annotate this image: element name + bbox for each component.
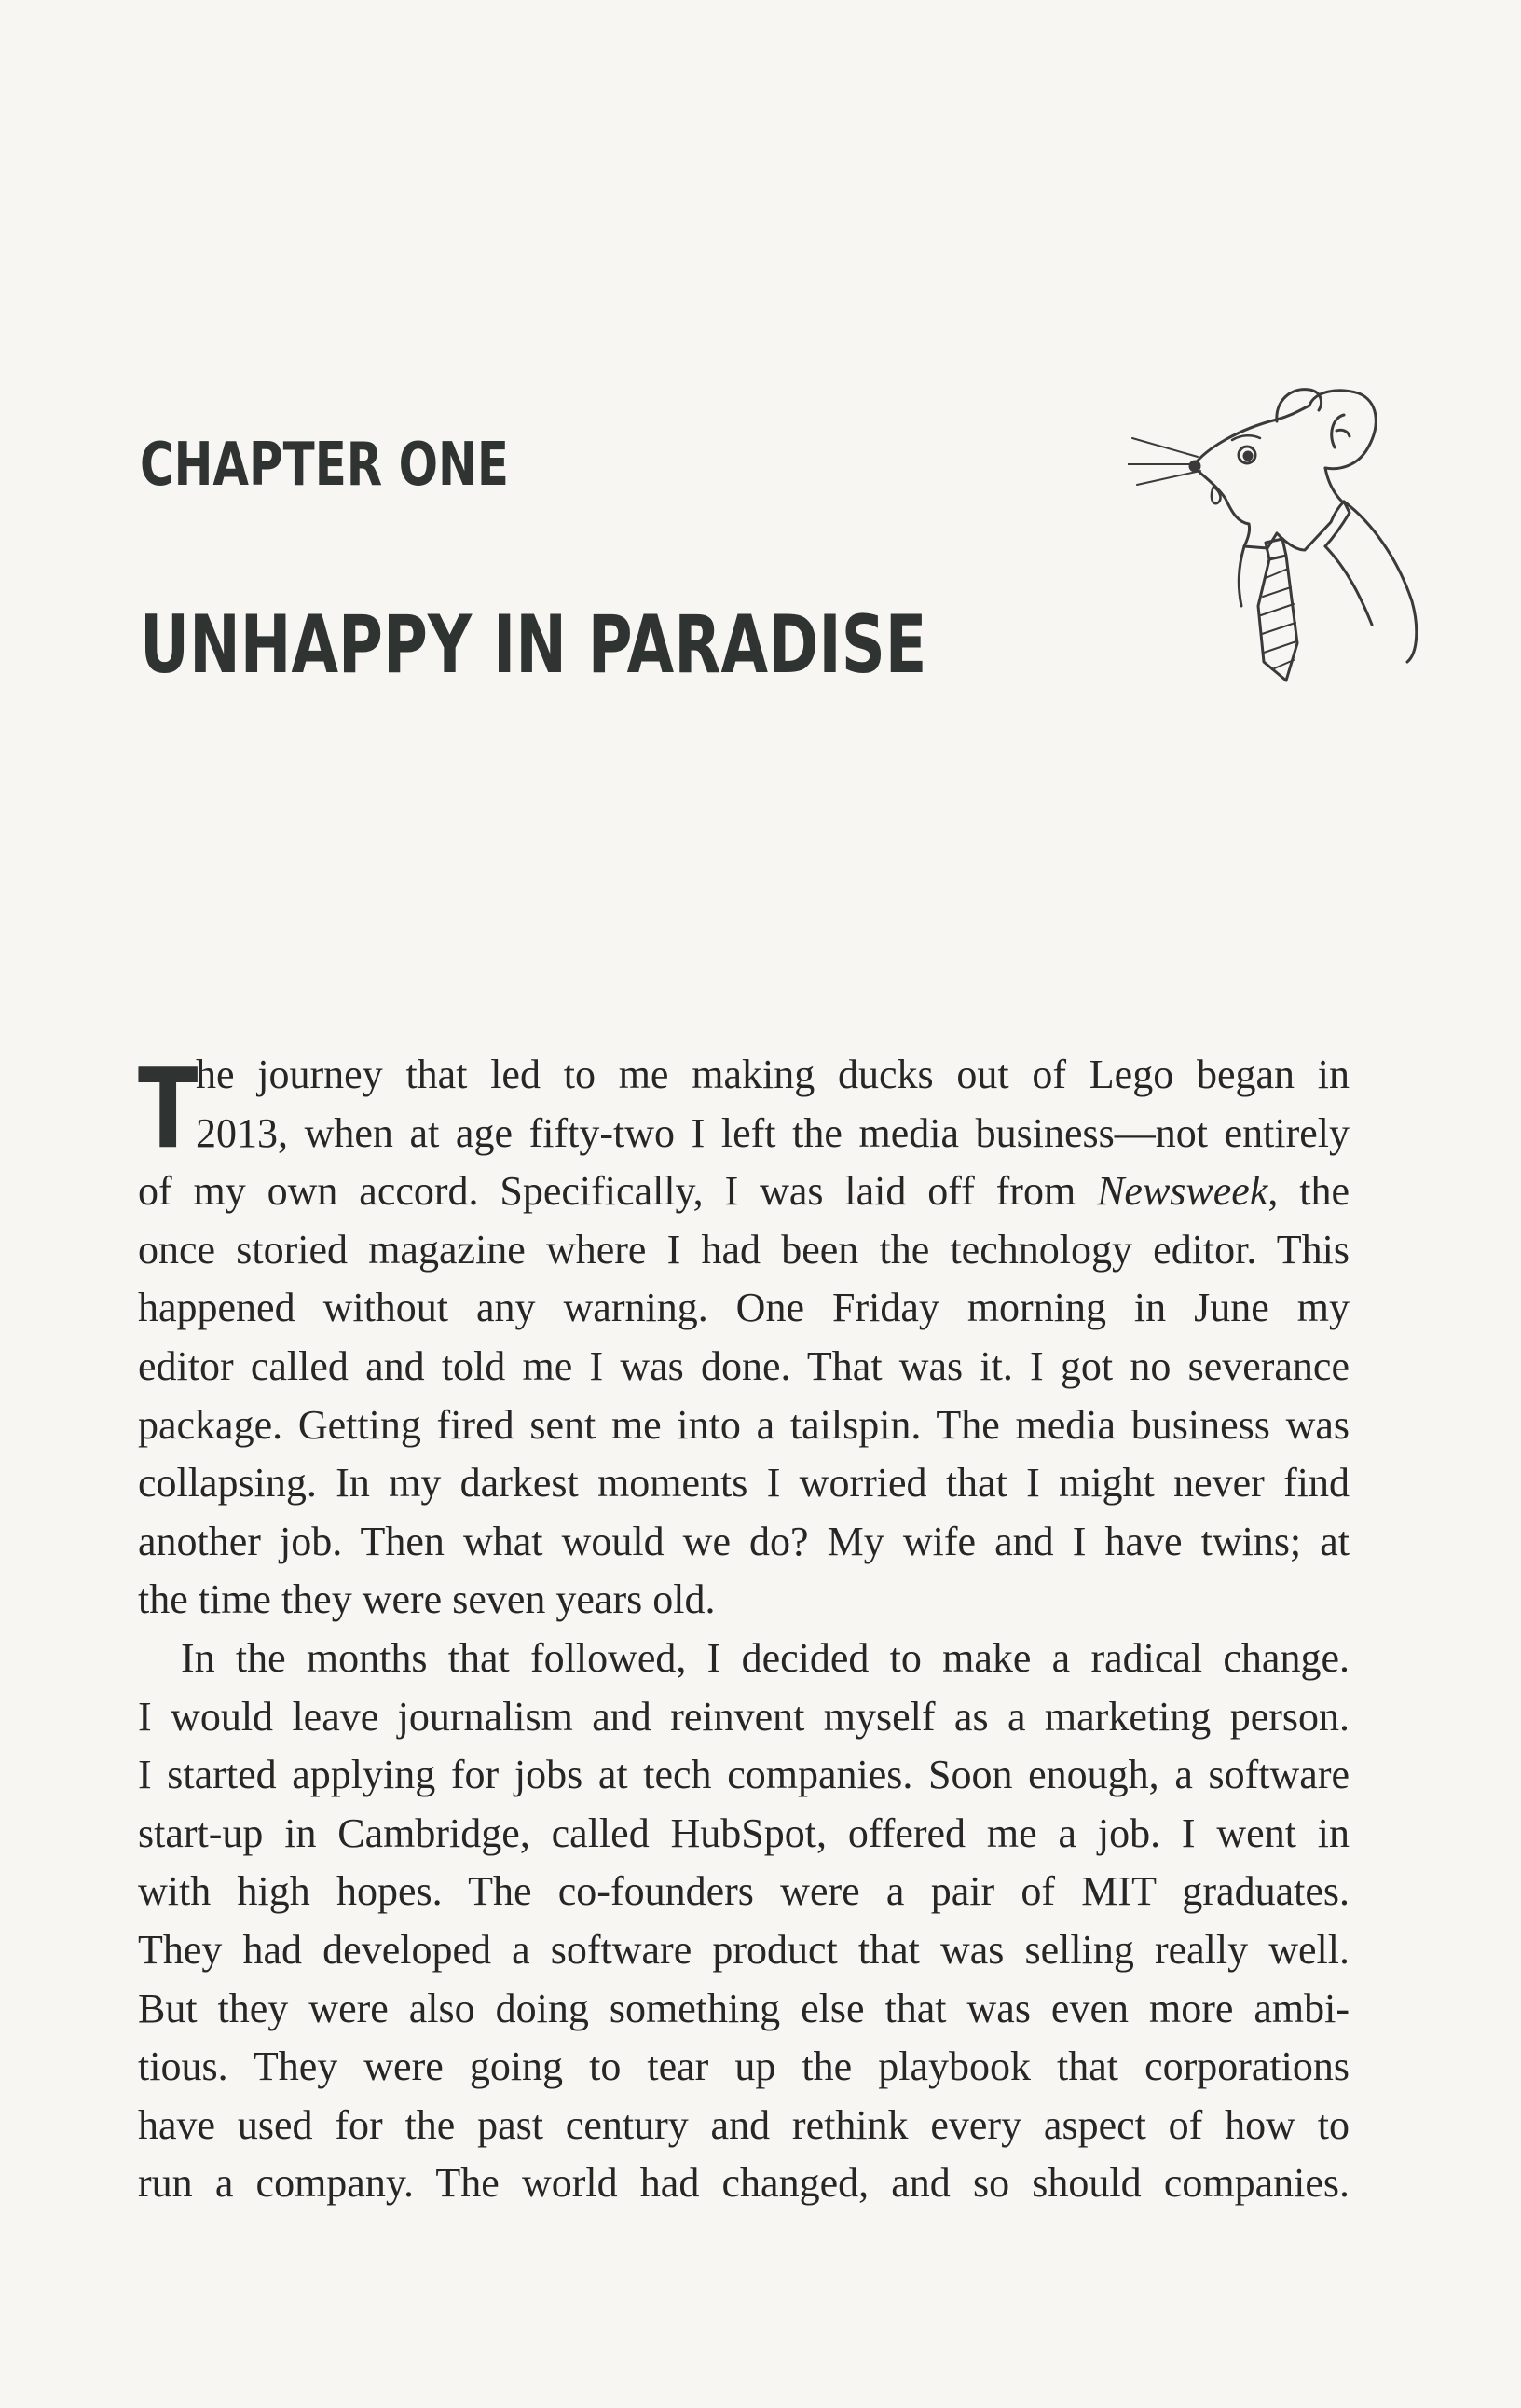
paragraph-1 xyxy=(138,1046,1350,1630)
text-line: the time they were seven years old. xyxy=(138,1576,716,1623)
italic-title: Newsweek xyxy=(1097,1168,1268,1215)
text-line: start-up in Cambridge, called HubSpot, offered me a job. I went in xyxy=(138,1809,1350,1856)
text-line: package. Getting fired sent me into a tailspin. The media business was xyxy=(138,1401,1350,1448)
mouse-in-necktie-illustration xyxy=(1128,382,1426,699)
text-fragment: , the xyxy=(1268,1168,1350,1215)
text-line: I would leave journalism and reinvent myself as a marketing person. xyxy=(138,1693,1350,1740)
text-fragment: of my own accord. Specifically, I was laid off from xyxy=(138,1168,1098,1215)
chapter-title: UNHAPPY IN PARADISE xyxy=(140,599,927,692)
text-line: tious. They were going to tear up the playbook that corporations xyxy=(138,2043,1350,2090)
text-line: collapsing. In my darkest moments I worried that I might never find xyxy=(138,1460,1350,1507)
text-line: once storied magazine where I had been the technology editor. This xyxy=(138,1226,1350,1273)
text-line: 2013, when at age fifty-two I left the media business—not entirely xyxy=(196,1109,1350,1156)
text-line: another job. Then what would we do? My wife and I have twins; at xyxy=(138,1518,1350,1564)
text-line: run a company. The world had changed, and so should companies. xyxy=(138,2160,1350,2207)
text-line: In the months that followed, I decided to make a radical change. xyxy=(181,1634,1350,1681)
text-line: have used for the past century and rethink every aspect of how to xyxy=(138,2101,1350,2148)
chapter-label: CHAPTER ONE xyxy=(140,431,509,500)
body-text xyxy=(138,1046,1350,2213)
text-line: he journey that led to me making ducks out of Lego began in xyxy=(196,1052,1350,1097)
drop-cap: T xyxy=(138,1044,199,1173)
text-line: happened without any warning. One Friday morning in June my xyxy=(138,1285,1350,1331)
text-line: But they were also doing something else that was even more ambi- xyxy=(138,1985,1350,2031)
text-line: editor called and told me I was done. That was it. I got no severance xyxy=(138,1342,1350,1389)
paragraph-2 xyxy=(138,1630,1350,2213)
text-line: I started applying for jobs at tech companies. Soon enough, a software xyxy=(138,1752,1350,1798)
text-line: with high hopes. The co-founders were a pair of MIT graduates. xyxy=(138,1868,1350,1915)
text-line-with-italic xyxy=(138,1163,1350,1221)
text-line: They had developed a software product that was selling really well. xyxy=(138,1926,1350,1973)
